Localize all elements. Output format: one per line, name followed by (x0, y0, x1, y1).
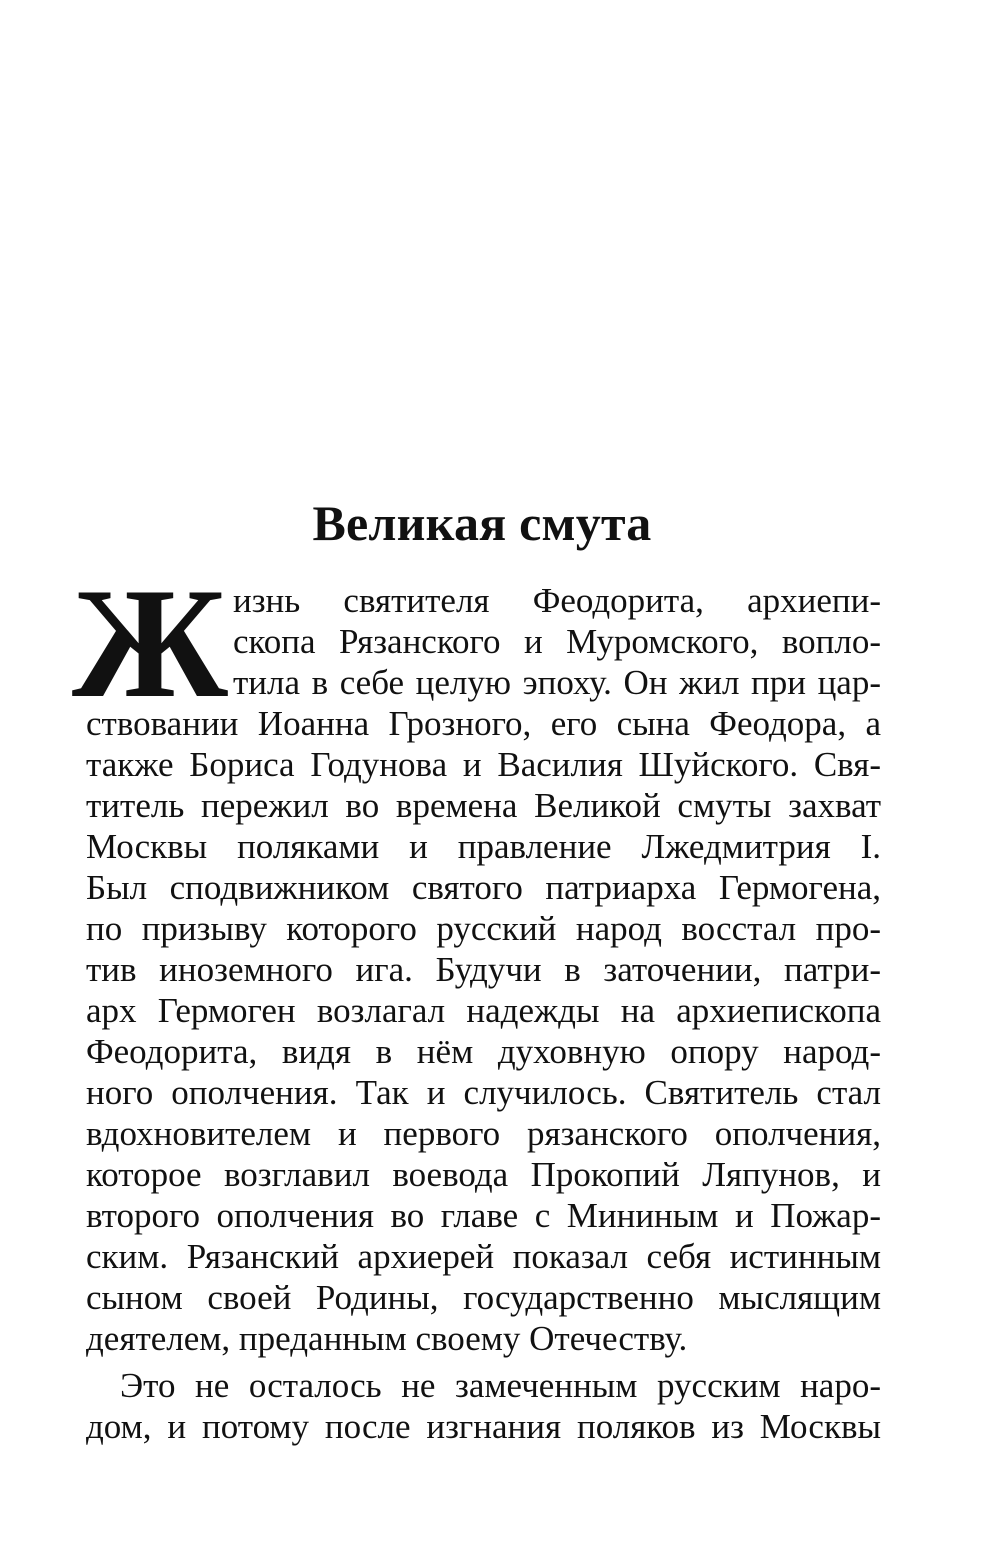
chapter-title: Великая смута (312, 494, 652, 551)
text-line: арх Гермоген возлагал надежды на архиепископа (86, 991, 881, 1030)
text-line: второго ополчения во главе с Мининым и Пожар- (86, 1196, 881, 1235)
text-line: также Бориса Годунова и Василия Шуйского. Свя- (86, 745, 881, 784)
text-line: скопа Рязанского и Муромского, вопло- (233, 622, 881, 661)
text-line: сыном своей Родины, государственно мыслящим (86, 1278, 881, 1317)
text-line: дом, и потому после изгнания поляков из Москвы (86, 1407, 881, 1446)
text-line: которое возглавил воевода Прокопий Ляпунов, и (86, 1155, 881, 1194)
text-line: тив иноземного ига. Будучи в заточении, патри- (86, 950, 881, 989)
text-line: Это не осталось не замеченным русским наро- (120, 1366, 881, 1405)
text-line: ного ополчения. Так и случилось. Святитель стал (86, 1073, 881, 1112)
text-line: ствовании Иоанна Грозного, его сына Феодора, а (86, 704, 881, 743)
text-line: вдохновителем и первого рязанского ополчения, (86, 1114, 881, 1153)
dropcap (71, 556, 229, 731)
text-line: Был сподвижником святого патриарха Гермогена, (86, 868, 881, 907)
text-line: Москвы поляками и правление Лжедмитрия I. (86, 827, 881, 866)
text-line: тила в себе целую эпоху. Он жил при цар- (233, 663, 881, 702)
text-line: по призыву которого русский народ восстал про- (86, 909, 881, 948)
text-line: титель пережил во времена Великой смуты захват (86, 786, 881, 825)
text-line: изнь святителя Феодорита, архиепи- (233, 581, 881, 620)
dropcap-letter: Ж (71, 556, 229, 731)
text-line: ским. Рязанский архиерей показал себя истинным (86, 1237, 881, 1276)
text-line: деятелем, преданным своему Отечеству. (86, 1319, 688, 1358)
text-line: Феодорита, видя в нём духовную опору народ- (86, 1032, 881, 1071)
